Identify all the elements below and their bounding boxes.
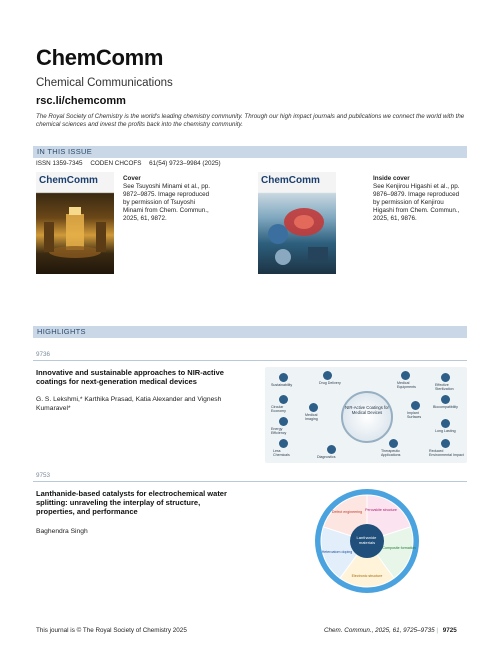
divider [33, 481, 467, 482]
long-lasting-icon [441, 419, 450, 428]
center-label-line1: Lanthanide [356, 535, 377, 540]
cover-image[interactable] [36, 172, 114, 274]
journal-subtitle: Chemical Communications [36, 77, 173, 89]
graphic-center-circle [341, 391, 393, 443]
cover-heading: Cover [123, 175, 141, 182]
inside-cover-caption [373, 175, 463, 223]
circular-economy-icon [279, 395, 288, 404]
coden: CODEN CHCOFS [90, 160, 142, 167]
article-authors: Baghendra Singh [36, 528, 88, 535]
footer-page-number: 9725 [442, 627, 457, 634]
footer-citation: Chem. Commun., 2025, 61, 9725–9735 [324, 627, 435, 634]
issue-info [36, 160, 227, 167]
cover-artwork [36, 172, 114, 274]
issn: ISSN 1359-7345 [36, 160, 83, 167]
graphic-label: Diagnostics [317, 455, 336, 459]
journal-url[interactable]: rsc.li/chemcomm [36, 95, 126, 107]
sterilization-icon [441, 373, 450, 382]
diagnostics-icon [327, 445, 336, 454]
graphic-label: Implant Surfaces [407, 411, 422, 420]
journal-title: ChemComm [36, 45, 164, 70]
center-label-line2: materials [358, 540, 376, 545]
inside-cover-artwork [258, 172, 336, 274]
energy-efficiency-icon [279, 417, 288, 426]
toc-graphic-lanthanide [313, 487, 421, 595]
cover-text: See Tsuyoshi Minami et al., pp. 9872–9875. Image reproduced by permission of Tsuyoshi Minami from Chem. Commun., 2025, 61, 9872. [123, 183, 211, 222]
segment-label: Electronic structure [351, 574, 383, 578]
inside-cover-heading: Inside cover [373, 175, 410, 182]
graphic-label: Energy Efficiency [271, 427, 287, 436]
inside-cover-image[interactable] [258, 172, 336, 274]
highlights-bar: HIGHLIGHTS [33, 326, 467, 338]
environment-icon [441, 439, 450, 448]
less-chemicals-icon [279, 439, 288, 448]
segment-label: Perovskite structure [365, 508, 397, 512]
center-label [357, 535, 378, 545]
article-page: 9753 [36, 472, 51, 479]
graphic-label: Drug Delivery [319, 381, 341, 385]
article-title[interactable]: Innovative and sustainable approaches to NIR-active coatings for next-generation medical devices [36, 368, 224, 386]
in-this-issue-bar: IN THIS ISSUE [33, 146, 467, 158]
footer-copyright: This journal is © The Royal Society of Chemistry 2025 [36, 627, 187, 634]
graphic-label: Reduced Environmental Impact [429, 449, 464, 458]
graphic-label: Long Lasting [435, 429, 456, 433]
graphic-label: Therapeutic Applications [381, 449, 401, 458]
cover-caption [123, 175, 213, 223]
inside-cover-text: See Kenjirou Higashi et al., pp. 9876–9879. Image reproduced by permission of Kenjirou Higashi from Chem. Commun., 2025, 61, 9876. [373, 183, 460, 222]
medical-imaging-icon [309, 403, 318, 412]
graphic-label: Sustainability [271, 383, 293, 387]
medical-equipment-icon [401, 371, 410, 380]
graphic-label: Medical Imaging [305, 413, 318, 422]
article-authors: G. S. Lekshmi,* Karthika Prasad, Katia Alexander and Vignesh Kumaravel* [36, 396, 222, 412]
graphic-label: Less Chemicals [273, 449, 290, 458]
graphic-label: Biocompatibility [433, 405, 458, 409]
graphic-label: Effective Sterilization [435, 383, 454, 392]
therapeutic-icon [389, 439, 398, 448]
cover-logo: ChemComm [39, 175, 98, 186]
footer-citation-block: Chem. Commun., 2025, 61, 9725–9735 | 9725 [324, 627, 457, 634]
article-page: 9736 [36, 351, 51, 358]
drug-delivery-icon [323, 371, 332, 380]
article-title[interactable]: Lanthanide-based catalysts for electrochemical water splitting: unraveling the interplay of structure, properties, and performance [36, 489, 227, 516]
cover-logo: ChemComm [261, 175, 320, 186]
graphic-label: Medical Equipments [397, 381, 416, 390]
segment-label: Heteroatom doping [321, 550, 353, 554]
volume-info: 61(54) 9723–9984 (2025) [149, 160, 221, 167]
sustainability-icon [279, 373, 288, 382]
segment-label: Defect engineering [331, 510, 363, 514]
segment-label: Composite formation [382, 546, 416, 550]
divider [33, 360, 467, 361]
graphic-label: Circular Economy [271, 405, 286, 414]
biocompatibility-icon [441, 395, 450, 404]
graphic-center-label: NIR-Active Coatings for Medical Devices [345, 405, 389, 415]
toc-graphic-nir [265, 367, 467, 463]
journal-blurb: The Royal Society of Chemistry is the world's leading chemistry community. Through our high impact journals and publications we connect the world with the chemical sciences and invest the profits back into the chemistry community. [36, 113, 465, 128]
implant-surfaces-icon [411, 401, 420, 410]
